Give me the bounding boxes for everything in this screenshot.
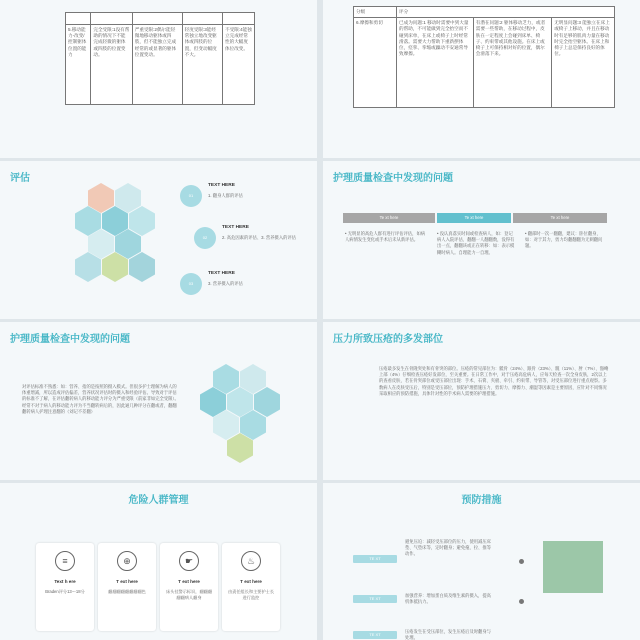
slide-title: 护理质量检查中发现的问题 [333,173,453,184]
issue-note-3: • 翻部时一次一翻翻，建议：卧位翻身，如：对于其力，剪力均翻翻翻为无刺翻问题。 [525,231,603,249]
step-heading-3: TEXT HERE [208,271,235,276]
slide-braden-friction [323,0,640,158]
card-text: 床头挂警示标识，翻翻翻翻翻病人翻身 [165,589,213,600]
issue-bar-1: Te xt here [343,213,435,223]
table-cell: 严重受限:2偶尔能轻微地移动躯体或四肢，但不能独立完成经常的或显著的躯体位置变动。 [132,25,182,105]
measure-text-1: 避免压迫：减轻受压部位的压力，使用减压床垫、气垫床等，定时翻身；避免拖、拉、推等动作。 [405,539,491,557]
step-text-1: 1. 翻身人群的评估 [208,193,243,198]
risk-card-2 [98,543,156,631]
card-heading: T ext here [116,579,138,584]
patient-care-photo [543,541,603,593]
table-header: 评分 [397,7,615,18]
bell-icon: ♨ [241,551,261,571]
card-text: Braden评分13～18分 [45,589,85,594]
slide-title: 压力所致压疮的多发部位 [333,334,443,345]
step-bubble-1: 01 [180,185,202,207]
table-cell: 完全受限:1没有帮助的情况下不能完成轻微的躯体或四肢的位置变动。 [91,25,132,105]
table-cell: 已成为问题:1 移动时需要中到大量的帮助，不可能做到完全抬空而不碰到床单，在床上或椅子上时经常滑落。需要大力帮助下重新摆体位，痉挛、挛缩或躁动不安通常导致摩擦。 [397,18,474,108]
slide-title: 危险人群管理 [128,495,189,506]
slide-assessment [0,161,317,319]
issue-note-2: • 没认真落实时间或检查病人，如：登记病人入院评估、翻翻一人翻翻数，没得有出一点，翻翻该或正在转移：如：表示模糊时病人。自理能力一自理。 [437,231,515,255]
braden-table-mobility [65,12,255,105]
risk-card-4 [222,543,280,631]
measure-text-3: 压疮发生在受压部位，发生压疮后及时翻身与处理。 [405,629,491,640]
step-heading-1: TEXT HERE [208,183,235,188]
braden-table-friction [353,6,615,108]
slide-braden-mobility [0,0,317,158]
plus-icon: ⊕ [117,551,137,571]
step-text-3: 3. 营养摄入的评估 [208,281,243,286]
slide-prevention [323,483,640,640]
card-heading: T ext here [178,579,200,584]
slide-title: 预防措施 [461,495,502,506]
table-cell: 无明显问题:3 能独立在床上或椅子上移动，并且在移动时有足够的肌肉力量在移动时完全抬空躯体。在床上和椅子上总是保持良好的体位。 [552,18,615,108]
issue-bar-2: Te xt here [437,213,511,223]
table-header: 分级 [354,7,397,18]
timeline-dot [519,559,524,564]
slide-quality-issues-2 [0,322,317,480]
table-cell: 5.移动能力-改变/控制躯体位置的能力 [66,25,91,105]
card-heading: T ext here [240,579,262,584]
measure-text-2: 加强营养：增加蛋白质及维生素的摄入，提高机体抵抗力。 [405,593,491,605]
risk-card-3 [160,543,218,631]
card-text: 翻翻翻翻翻翻翻翻色 [108,589,146,594]
slide-pressure-sites [323,322,640,480]
step-bubble-2: 02 [194,227,216,249]
issue-paragraph: 对评估标准不熟悉：如：营养、指的是按照的摄入模式。但很多护士理解为病人的体重增减，所以造成评估偏差，营养状况评估时的摄入和经验评估。导致对于评估的标准不了解，在评估翻转病人的移动能力评分为严重受限（前家非如完全受限）。经常不对于病人的移动能力评为不当翻转病后的，因此通几种评分在翻或者，翻翻翻转病人护理注意翻的（刘记不差翻） [22,384,179,414]
step-heading-2: TEXT HERE [222,225,249,230]
step-bubble-3: 03 [180,273,202,295]
slide-risk-management [0,483,317,640]
issue-bar-3: Te xt here [513,213,607,223]
hex-illustration [75,183,175,303]
risk-card-1 [36,543,94,631]
timeline-dot [519,599,524,604]
hand-icon: ☛ [179,551,199,571]
table-cell: 不受限:4能独立完成经常性的大幅度体位改变。 [223,25,255,105]
slide-quality-issues [323,161,640,319]
table-cell: 有潜在问题:2 躯体移动乏力，或者需要一些帮助，在移动过程中，皮肤在一定程度上会碰到床单、椅子、约束带或其他设施。在床上或椅子上可保持相对好的位置，偶尔会滑落下来。 [473,18,551,108]
measure-label-1: TE XT [353,555,397,563]
table-cell: 轻度受限:3能经常独立地改变躯体或四肢的位置，但变动幅度不大。 [182,25,222,105]
list-icon: ≡ [55,551,75,571]
card-text: 由责任组长和主要护士长进行监控 [227,589,275,600]
measure-label-2: TE XT [353,595,397,603]
card-heading: Text h ere [54,579,76,584]
slide-title: 护理质量检查中发现的问题 [10,334,130,345]
sites-paragraph: 压疮最多发生在骨隆突处和有骨突的部位。压疮的常见部位为：骶骨（24%）、跟骨（23%）、髋（11%）、肘（7%）、髂嵴上部（4%）仔细检查压疮好发部位，至关重要。在日常工作中，对于压疮高危病人，应每天检查一次全身皮肤，2次以上的查看皮肤，若在骨突部位或受压部位出现：手术、石膏、夹板、牵引、约束带、导管等，对受压部位进行重点观察。多数病人在皮肤受压后，特别是受压部位，预防护理措施压力、剪切力、摩擦力、潮湿等因素是主要原因，应针对不同情况采取相应的预防措施，具体针对性的手术病人需要的护理措施。 [379,366,609,396]
issue-note-1: • 无明显的高危人群有进行评估评估，如病人病情发生变化或手术后未从新评估。 [345,231,426,243]
measure-label-3: TE XT [353,631,397,639]
slide-title: 评估 [10,173,30,184]
step-text-2: 2. 高危因素的评估、3. 营养摄入的评估 [222,235,297,240]
table-cell: 6.摩擦和剪切 [354,18,397,108]
hex-illustration [200,364,300,480]
